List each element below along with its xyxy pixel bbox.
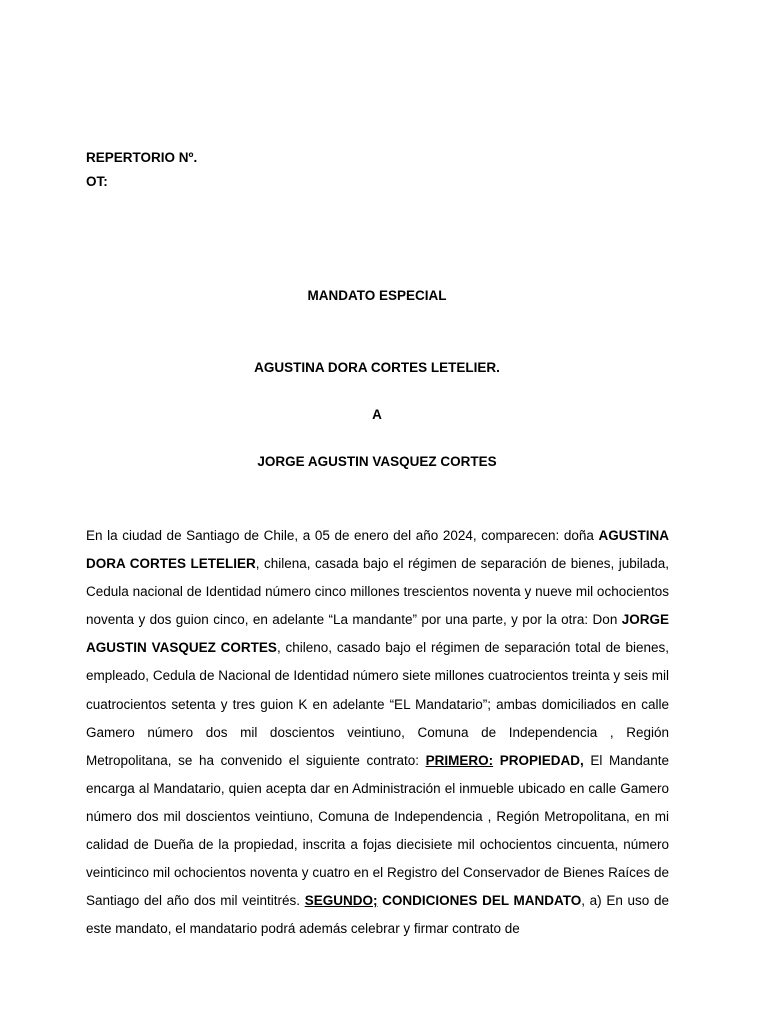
document-header	[86, 146, 197, 194]
document-title: MANDATO ESPECIAL	[307, 288, 447, 303]
body-grantor-details: , chilena, casada bajo el régimen de separación de bienes, jubilada, Cedula nacional de Identidad número cinco millones trescientos noventa y nueve mil ochocientos noventa y dos guion cinco, en adelante “La mandante” por una parte, y por la otra: Don	[86, 556, 669, 628]
grantee-name-heading: JORGE AGUSTIN VASQUEZ CORTES	[257, 454, 497, 469]
clause-one-text: El Mandante encarga al Mandatario, quien acepta dar en Administración el inmueble ubicado en calle Gamero número dos mil doscientos veintiuno, Comuna de Independencia , Región Metropolitana, en mi calidad de Dueña de la propiedad, inscrita a fojas diecisiete mil ochocientos cincuenta, número veinticinco mil ochocientos noventa y cuatro en el Registro del Conservador de Bienes Raíces de Santiago del año dos mil veintitrés.	[86, 752, 670, 909]
clause-two-text: , a) En uso de este mandato, el mandatario podrá además celebrar y firmar contrato de	[86, 893, 670, 937]
party-connector: A	[372, 407, 382, 422]
repertorio-label: REPERTORIO Nº.	[86, 150, 198, 165]
clause-two-label: SEGUNDO;	[304, 893, 378, 909]
clause-one-label: PRIMERO:	[425, 752, 494, 768]
contract-body	[86, 522, 669, 943]
body-intro: En la ciudad de Santiago de Chile, a 05 de enero del año 2024, comparecen: doña	[86, 528, 599, 543]
grantor-name-heading: AGUSTINA DORA CORTES LETELIER.	[254, 360, 500, 375]
clause-one-title: PROPIEDAD,	[493, 752, 584, 768]
ot-label: OT:	[86, 174, 108, 189]
clause-two-title: CONDICIONES DEL MANDATO	[377, 893, 582, 909]
body-grantor-name: AGUSTINA DORA CORTES LETELIER	[86, 528, 669, 572]
body-grantee-name: JORGE AGUSTIN VASQUEZ CORTES	[86, 612, 669, 656]
body-grantee-details: , chileno, casado bajo el régimen de separación total de bienes, empleado, Cedula de Nacional de Identidad número siete millones cuatrocientos treinta y seis mil cuatrocientos setenta y tres guion K en adelante “EL Mandatario”; ambas domiciliados en calle Gamero número dos mil doscientos veintiuno, Comuna de Independencia , Región Metropolitana, se ha convenido el siguiente contrato:	[86, 640, 670, 768]
